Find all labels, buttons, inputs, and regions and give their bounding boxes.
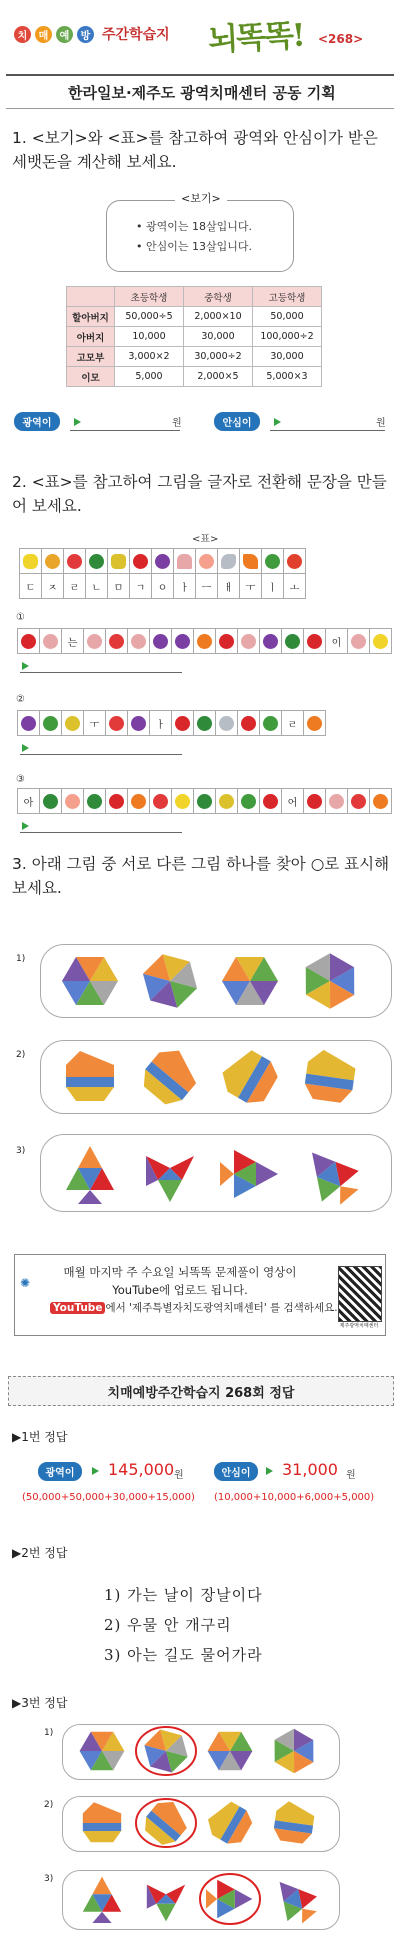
table-header: 중학생 xyxy=(184,287,253,307)
answer-line-1[interactable] xyxy=(20,672,182,673)
row-label: 3) xyxy=(16,1146,26,1156)
carrot-icon xyxy=(239,548,262,574)
strawberry-icon xyxy=(105,710,128,736)
hexagon-shape xyxy=(294,950,366,1012)
triangle-shape xyxy=(66,1146,114,1204)
squid-icon xyxy=(127,628,150,654)
corn-icon xyxy=(61,710,84,736)
table-header-row xyxy=(67,287,322,307)
answer-sentence: 1) 가는 날이 장날이다 xyxy=(104,1586,263,1604)
pointer-icon xyxy=(92,1467,99,1475)
peach-icon xyxy=(195,548,218,574)
allowance-table xyxy=(66,286,322,387)
sub-number: ② xyxy=(16,694,25,705)
apple-icon xyxy=(237,710,260,736)
answer-line-ansim[interactable] xyxy=(270,430,385,431)
question-2: 2. <표>를 참고하여 그림을 글자로 전환해 문장을 만들어 보세요. xyxy=(12,473,387,515)
answer-calc-gwangyeok: (50,000+50,000+30,000+15,000) xyxy=(22,1492,195,1503)
triangle-shape xyxy=(146,1156,194,1202)
answer-heading: ▶2번 정답 xyxy=(12,1546,68,1560)
broccoli-icon xyxy=(259,710,282,736)
legend-jamo: ㄹ xyxy=(63,573,86,599)
legend-jamo-row xyxy=(20,573,306,599)
legend-jamo: ㄴ xyxy=(85,573,108,599)
table-cell: 3,000×2 xyxy=(115,347,184,367)
strawberry-icon xyxy=(63,548,86,574)
answer-label-gwangyeok: 광역이 xyxy=(14,412,60,431)
carrot-icon xyxy=(193,628,216,654)
grape-icon xyxy=(127,710,150,736)
logo: 뇌똑똑! xyxy=(207,17,305,59)
answer-line-2[interactable] xyxy=(20,754,182,755)
legend-picture-row xyxy=(20,548,306,574)
answer-heading: ▶3번 정답 xyxy=(12,1696,68,1710)
row-label: 1) xyxy=(44,1728,54,1738)
pentagon-shape xyxy=(215,1046,282,1108)
hexagon-shape xyxy=(139,1727,192,1776)
pointer-icon xyxy=(22,662,29,670)
won-unit: 원 xyxy=(376,418,386,429)
banana-icon xyxy=(19,548,42,574)
hexagon-shape xyxy=(222,957,278,1005)
table-cell: 고모부 xyxy=(67,347,115,367)
carrot-icon xyxy=(369,788,392,814)
table-cell: 100,000÷2 xyxy=(253,327,322,347)
table-cell: 30,000 xyxy=(253,347,322,367)
notice-line xyxy=(50,1300,338,1315)
byline: 한라일보·제주도 광역치매센터 공동 기획 xyxy=(68,84,336,102)
answer-triangle-set xyxy=(72,1872,332,1926)
puzzle-char: ㅜ xyxy=(83,710,106,736)
puzzle-char: 이 xyxy=(325,628,348,654)
table-header: 고등학생 xyxy=(253,287,322,307)
broccoli-icon xyxy=(237,788,260,814)
banana-icon xyxy=(171,788,194,814)
table-cell: 30,000 xyxy=(184,327,253,347)
qr-code[interactable] xyxy=(338,1266,382,1322)
notice-line: YouTube에 업로드 됩니다. xyxy=(112,1283,248,1297)
legend-jamo: ㅗ xyxy=(283,573,306,599)
legend-jamo: ㄷ xyxy=(19,573,42,599)
table-row xyxy=(67,347,322,367)
legend-jamo: ㅏ xyxy=(173,573,196,599)
watermelon-icon xyxy=(281,628,304,654)
puzzle-char: 는 xyxy=(61,628,84,654)
apple-icon xyxy=(105,788,128,814)
pentagon-shape xyxy=(303,1048,357,1104)
row-label: 2) xyxy=(16,1050,26,1060)
answer-calc-ansim: (10,000+10,000+6,000+5,000) xyxy=(214,1492,375,1503)
table-cell: 이모 xyxy=(67,367,115,387)
triangle-shape xyxy=(220,1150,278,1198)
table-cell: 2,000×5 xyxy=(184,367,253,387)
bogi-title: <보기> xyxy=(175,190,227,206)
pointer-icon xyxy=(266,1467,273,1475)
hexagon-shape xyxy=(265,1726,323,1776)
answer-sentence: 3) 아는 길도 물어가라 xyxy=(104,1646,263,1664)
apple-icon xyxy=(259,788,282,814)
table-cell: 할아버지 xyxy=(67,307,115,327)
bogi-line: • 안심이는 13살입니다. xyxy=(136,240,252,253)
pineapple-icon xyxy=(41,548,64,574)
brand-subtitle: 주간학습지 xyxy=(102,27,170,43)
question-1: 1. <보기>와 <표>를 참고하여 광역와 안심이가 받은 세뱃돈을 계산해 보세요. xyxy=(12,129,378,171)
answer-pentagon-set xyxy=(72,1798,332,1848)
triangle-shape xyxy=(147,1885,185,1922)
peach-icon xyxy=(61,788,84,814)
notice-line: 매월 마지막 주 수요일 뇌똑똑 문제풀이 영상이 xyxy=(63,1265,297,1279)
table-row xyxy=(67,367,322,387)
puzzle-char: ㅏ xyxy=(149,710,172,736)
table-cell: 아버지 xyxy=(67,327,115,347)
hexagon-shape xyxy=(208,1732,253,1770)
triangle-shape xyxy=(294,1140,368,1206)
table-cell: 10,000 xyxy=(115,327,184,347)
won-unit: 원 xyxy=(172,418,182,429)
pentagon-shape xyxy=(83,1802,121,1842)
table-cell: 50,000 xyxy=(253,307,322,327)
pointer-icon xyxy=(22,822,29,830)
triangle-shape xyxy=(83,1877,121,1923)
strawberry-icon xyxy=(105,628,128,654)
table-row xyxy=(67,307,322,327)
watermelon-icon xyxy=(193,710,216,736)
pentagon-shape xyxy=(202,1798,256,1848)
carrot-icon xyxy=(127,788,150,814)
issue-number: <268> xyxy=(318,32,364,46)
squid-icon xyxy=(347,628,370,654)
carrot-icon xyxy=(303,710,326,736)
answer-title: 치매예방주간학습지 268회 정답 xyxy=(8,1376,394,1406)
watermelon-icon xyxy=(83,788,106,814)
fish-icon xyxy=(215,710,238,736)
answer-label-ansim: 안심이 xyxy=(214,412,260,431)
grape-icon xyxy=(259,628,282,654)
grape-icon xyxy=(17,710,40,736)
question-3: 3. 아래 그림 중 서로 다른 그림 하나를 찾아 ○로 표시해 보세요. xyxy=(12,855,390,897)
strawberry-icon xyxy=(347,788,370,814)
apple-icon xyxy=(129,548,152,574)
triangle-set xyxy=(60,1140,380,1206)
squid-icon xyxy=(173,548,196,574)
answer-label-gwangyeok: 광역이 xyxy=(38,1462,82,1481)
legend-jamo: ㅡ xyxy=(195,573,218,599)
banana-icon xyxy=(369,628,392,654)
hexagon-shape xyxy=(62,957,118,1005)
youtube-logo: YouTube xyxy=(50,1302,105,1314)
squid-icon xyxy=(237,628,260,654)
table-cell: 2,000×10 xyxy=(184,307,253,327)
strawberry-icon xyxy=(149,788,172,814)
grape-icon xyxy=(171,628,194,654)
answer-line-gwangyeok[interactable] xyxy=(70,430,180,431)
tomato-icon xyxy=(283,548,306,574)
puzzle-char: 어 xyxy=(281,788,304,814)
broccoli-icon xyxy=(261,548,284,574)
watermelon-icon xyxy=(85,548,108,574)
legend-jamo: ㅐ xyxy=(217,573,240,599)
watermelon-icon xyxy=(39,788,62,814)
puzzle-row-1 xyxy=(18,628,392,654)
brand-char: 치 xyxy=(14,26,31,43)
answer-value-ansim: 31,000 xyxy=(282,1460,338,1479)
pentagon-shape xyxy=(136,1046,205,1108)
triangle-shape xyxy=(265,1872,324,1926)
won-unit: 원 xyxy=(174,1470,184,1481)
puzzle-char: 아 xyxy=(17,788,40,814)
bulb-icon: ✺ xyxy=(20,1276,31,1290)
corn-icon xyxy=(215,788,238,814)
watermelon-icon xyxy=(193,788,216,814)
answer-line-3[interactable] xyxy=(20,832,182,833)
row-label: 2) xyxy=(44,1800,54,1810)
legend-jamo: ㅈ xyxy=(41,573,64,599)
legend-jamo: ㅜ xyxy=(239,573,262,599)
row-label: 1) xyxy=(16,954,26,964)
legend-jamo: ㅁ xyxy=(107,573,130,599)
table-header xyxy=(67,287,115,307)
brand-char: 예 xyxy=(56,26,73,43)
brand-title xyxy=(14,24,170,44)
fish-icon xyxy=(217,548,240,574)
table-cell: 5,000×3 xyxy=(253,367,322,387)
won-unit: 원 xyxy=(346,1470,356,1481)
notice-search-text: 에서 '제주특별자치도광역치매센터' 를 검색하세요. xyxy=(105,1302,338,1314)
grape-icon xyxy=(151,548,174,574)
brand-char: 매 xyxy=(35,26,52,43)
answer-value-gwangyeok: 145,000 xyxy=(108,1460,175,1479)
legend-jamo: ㅇ xyxy=(151,573,174,599)
bogi-box xyxy=(106,200,294,272)
squid-icon xyxy=(39,628,62,654)
bogi-line: • 광역이는 18살입니다. xyxy=(136,220,252,233)
squid-icon xyxy=(83,628,106,654)
hexagon-set xyxy=(60,950,380,1012)
row-label: 3) xyxy=(44,1874,54,1884)
apple-icon xyxy=(17,628,40,654)
answer-heading: ▶1번 정답 xyxy=(12,1430,68,1444)
table-cell: 50,000÷5 xyxy=(115,307,184,327)
answer-hexagon-set xyxy=(72,1726,332,1776)
answer-label-ansim: 안심이 xyxy=(214,1462,258,1481)
table-header: 초등학생 xyxy=(115,287,184,307)
hexagon-shape xyxy=(80,1732,125,1770)
apple-icon xyxy=(215,628,238,654)
sub-number: ③ xyxy=(16,774,25,785)
squid-icon xyxy=(325,788,348,814)
legend-jamo: ㅣ xyxy=(261,573,284,599)
answer-sentence: 2) 우물 안 개구리 xyxy=(104,1616,232,1634)
apple-icon xyxy=(303,628,326,654)
table-label: <표> xyxy=(192,534,219,545)
divider xyxy=(6,108,394,109)
pointer-icon xyxy=(74,418,81,426)
pentagon-shape xyxy=(66,1051,114,1101)
divider xyxy=(6,74,394,76)
sub-number: ① xyxy=(16,612,25,623)
apple-icon xyxy=(171,710,194,736)
pointer-icon xyxy=(22,744,29,752)
legend-jamo: ㄱ xyxy=(129,573,152,599)
puzzle-char: ㄹ xyxy=(281,710,304,736)
puzzle-row-2 xyxy=(18,710,326,736)
apple-icon xyxy=(303,788,326,814)
grape-icon xyxy=(149,628,172,654)
brand-char: 방 xyxy=(77,26,94,43)
hexagon-shape xyxy=(137,951,204,1012)
qr-caption: 제주광역치매센터 xyxy=(339,1323,379,1329)
broccoli-icon xyxy=(39,710,62,736)
triangle-shape xyxy=(206,1880,252,1918)
pointer-icon xyxy=(274,418,281,426)
table-row xyxy=(67,327,322,347)
pentagon-shape xyxy=(272,1800,316,1845)
puzzle-row-3 xyxy=(18,788,392,814)
corn-icon xyxy=(107,548,130,574)
table-cell: 30,000÷2 xyxy=(184,347,253,367)
pentagon-set xyxy=(60,1046,380,1108)
table-cell: 5,000 xyxy=(115,367,184,387)
